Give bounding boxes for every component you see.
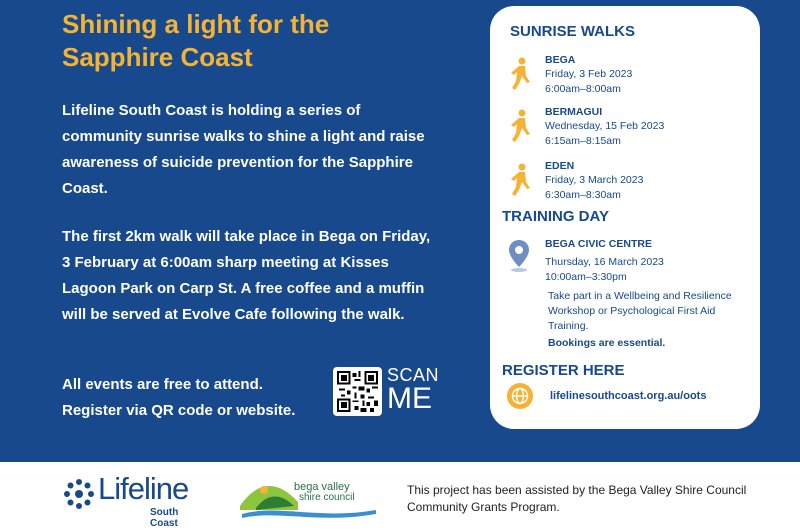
globe-icon	[507, 383, 533, 409]
location-pin-icon	[508, 239, 530, 273]
lifeline-logo-mark-icon	[62, 477, 96, 511]
scan-label: SCAN	[387, 365, 440, 385]
training-place: BEGA CIVIC CENTRE	[545, 238, 652, 250]
training-time: 10:00am–3:30pm	[545, 271, 627, 283]
walk-time: 6:00am–8:00am	[545, 83, 621, 95]
first-walk-paragraph: The first 2km walk will take place in Bega on Friday, 3 February at 6:00am sharp meeting at Kisses Lagoon Park on Carp St. A free coffee and a muffin will be served at Evolve Cafe following the walk.	[62, 228, 431, 323]
booking-note: Bookings are essential.	[548, 337, 666, 349]
training-day-heading: TRAINING DAY	[502, 208, 609, 225]
headline-line-1: Shining a light for the	[62, 9, 330, 39]
walking-person-icon	[508, 57, 534, 91]
walk-place: EDEN	[545, 160, 575, 172]
headline-line-2: Sapphire Coast	[62, 42, 253, 72]
lifeline-logo	[62, 471, 202, 529]
walk-time: 6:15am–8:15am	[545, 135, 621, 147]
qr-code-icon[interactable]	[333, 367, 382, 416]
walking-person-icon	[508, 163, 534, 197]
lifeline-subtitle: South Coast	[150, 507, 179, 529]
closing-text	[62, 372, 322, 424]
scan-me-label	[387, 366, 439, 414]
walk-date: Wednesday, 15 Feb 2023	[545, 120, 665, 132]
closing-line-1: All events are free to attend.	[62, 376, 263, 393]
me-label: ME	[387, 382, 432, 415]
walk-place: BERMAGUI	[545, 106, 603, 118]
walking-person-icon	[508, 109, 534, 143]
lifeline-wordmark: Lifeline	[98, 471, 189, 506]
headline	[62, 8, 402, 74]
events-card	[490, 6, 760, 429]
bega-valley-text: bega valley	[294, 481, 350, 493]
bega-valley-logo	[238, 472, 380, 524]
walk-date: Friday, 3 March 2023	[545, 174, 644, 186]
walk-time: 6:30am–8:30am	[545, 189, 621, 201]
website-link[interactable]: lifelinesouthcoast.org.au/oots	[550, 390, 707, 402]
grant-acknowledgement: This project has been assisted by the Bega Valley Shire Council Community Grants Program.	[407, 483, 747, 514]
shire-council-text: shire council	[299, 492, 355, 503]
register-heading: REGISTER HERE	[502, 362, 625, 379]
walk-date: Friday, 3 Feb 2023	[545, 68, 633, 80]
training-description: Take part in a Wellbeing and Resilience Workshop or Psychological First Aid Training.	[548, 290, 732, 332]
intro-paragraph: Lifeline South Coast is holding a series of community sunrise walks to shine a light and raise awareness of suicide prevention for the Sapphire Coast.	[62, 102, 425, 197]
training-date: Thursday, 16 March 2023	[545, 256, 664, 268]
sunrise-walks-heading: SUNRISE WALKS	[510, 23, 636, 40]
walk-place: BEGA	[545, 54, 576, 66]
closing-line-2: Register via QR code or website.	[62, 402, 296, 419]
